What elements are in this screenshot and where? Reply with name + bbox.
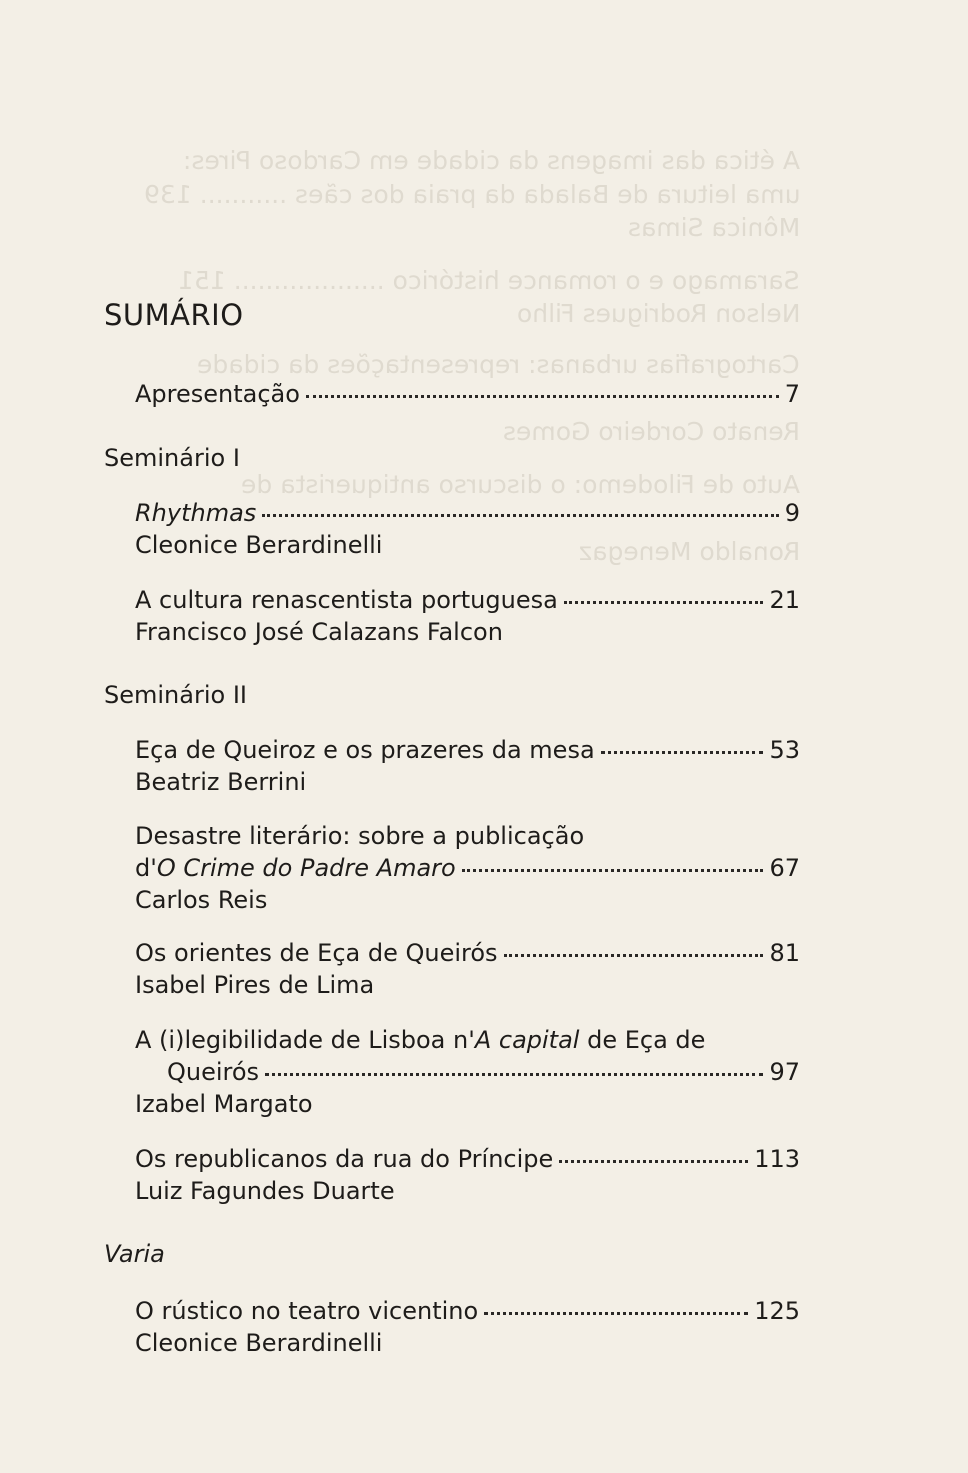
page-title: SUMÁRIO: [104, 298, 244, 333]
toc-entry-title: A (i)legibilidade de Lisboa n'A capital de Eça de: [135, 1026, 706, 1054]
dot-leader: [484, 1311, 748, 1315]
ghost-line: A ética das imagens da cidade em Cardoso Pires:: [182, 146, 800, 175]
toc-entry-title: Os orientes de Eça de Queirós: [135, 939, 498, 967]
ghost-line: Ronaldo Menegaz: [578, 537, 800, 566]
toc-entry-author: Francisco José Calazans Falcon: [135, 618, 503, 646]
toc-entry: [135, 734, 800, 798]
toc-page-number: 21: [769, 586, 800, 614]
toc-entry: [135, 937, 800, 1001]
toc-entry: [135, 1024, 800, 1120]
toc-entry: [135, 820, 800, 916]
toc-entry: [135, 1143, 800, 1207]
ghost-line: uma leitura de Balada da praia dos cães ........... 139: [143, 180, 800, 209]
toc-entry-title: Desastre literário: sobre a publicação: [135, 822, 585, 850]
ghost-line: Mônica Simas: [627, 213, 800, 242]
toc-page-number: 97: [769, 1058, 800, 1086]
toc-entry-title: Rhythmas: [135, 499, 257, 527]
dot-leader: [462, 868, 764, 872]
section-heading-seminario-2: Seminário II: [104, 681, 247, 709]
toc-entry-author: Cleonice Berardinelli: [135, 1329, 383, 1357]
toc-entry-title: Apresentação: [135, 380, 300, 408]
toc-page-number: 9: [784, 499, 800, 527]
dot-leader: [306, 394, 779, 398]
toc-page-number: 67: [769, 854, 800, 882]
toc-page-number: 81: [769, 939, 800, 967]
toc-entry-author: Carlos Reis: [135, 886, 268, 914]
toc-entry-title: A cultura renascentista portuguesa: [135, 586, 558, 614]
toc-entry-author: Luiz Fagundes Duarte: [135, 1177, 395, 1205]
toc-entry-title-cont: Queirós: [167, 1058, 260, 1086]
dot-leader: [262, 513, 778, 517]
toc-entry: [135, 497, 800, 561]
toc-page-number: 7: [784, 380, 800, 408]
toc-entry-title: Os republicanos da rua do Príncipe: [135, 1145, 554, 1173]
toc-page-number: 53: [769, 736, 800, 764]
toc-entry: [135, 584, 800, 648]
toc-entry-author: Izabel Margato: [135, 1090, 313, 1118]
toc-page-number: 125: [754, 1297, 800, 1325]
ghost-line: Renato Cordeiro Gomes: [502, 417, 800, 446]
toc-entry-title: Eça de Queiroz e os prazeres da mesa: [135, 736, 595, 764]
toc-entry-author: Cleonice Berardinelli: [135, 531, 383, 559]
toc-entry-author: Isabel Pires de Lima: [135, 971, 375, 999]
toc-entry-author: Beatriz Berrini: [135, 768, 307, 796]
toc-entry-title-cont: d'O Crime do Padre Amaro: [135, 854, 456, 882]
dot-leader: [601, 750, 764, 754]
toc-entry-apresentacao: [135, 378, 800, 410]
section-heading-varia: Varia: [104, 1240, 165, 1268]
ghost-line: Auto de Filodemo: o discurso antiquerista de: [241, 470, 800, 499]
dot-leader: [265, 1072, 763, 1076]
toc-entry: [135, 1295, 800, 1359]
ghost-line: Nelson Rodrigues Filho: [516, 299, 800, 328]
toc-page-number: 113: [754, 1145, 800, 1173]
section-heading-seminario-1: Seminário I: [104, 444, 240, 472]
toc-entry-title: O rústico no teatro vicentino: [135, 1297, 479, 1325]
dot-leader: [504, 953, 764, 957]
ghost-line: Cartografias urbanas: representações da cidade: [197, 350, 800, 379]
ghost-line: Saramago e o romance histórico ................... 151: [178, 266, 800, 295]
dot-leader: [564, 600, 764, 604]
dot-leader: [559, 1159, 748, 1163]
